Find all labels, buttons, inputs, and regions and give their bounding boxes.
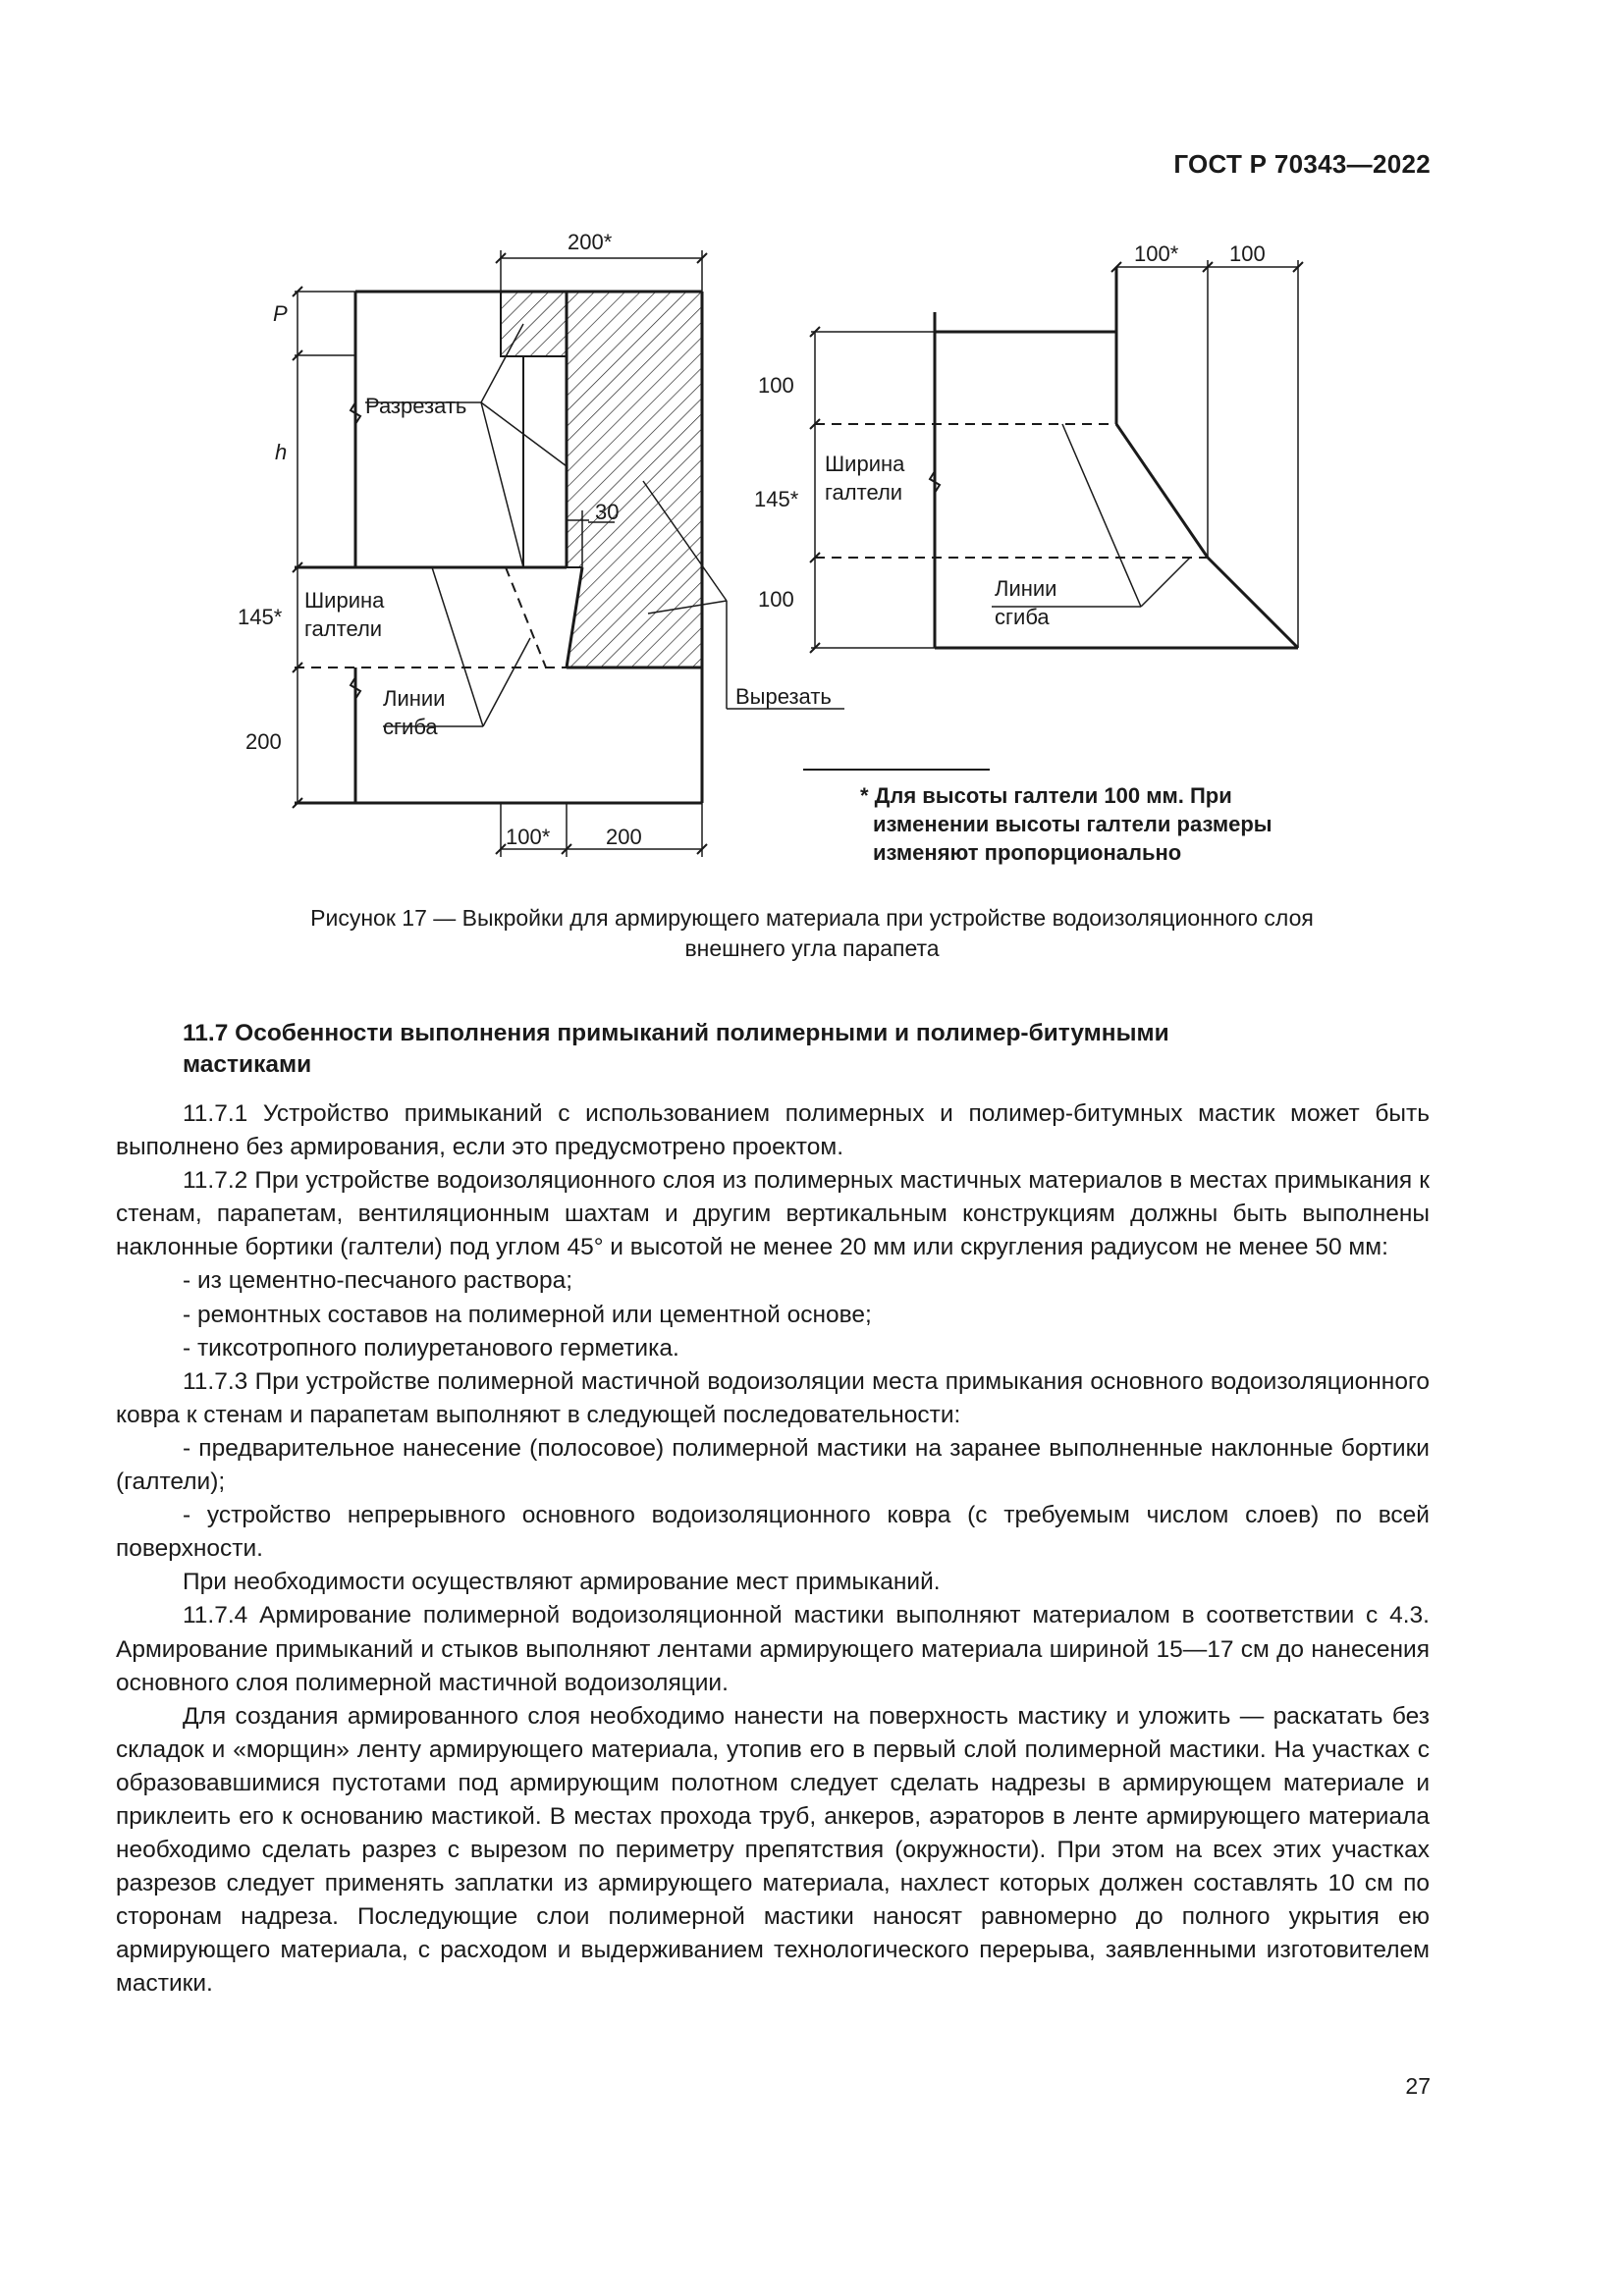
list-item: - предварительное нанесение (полосовое) полимерной мастики на заранее выполненные наклонные бортики (галтели); xyxy=(116,1434,1430,1496)
note-line-3: изменяют пропорционально xyxy=(873,840,1182,865)
dim-right-100-top2: 100 xyxy=(1229,241,1266,266)
list-item: - ремонтных составов на полимерной или цементной основе; xyxy=(183,1301,872,1328)
list-item: - устройство непрерывного основного водоизоляционного ковра (с требуемым числом слоев) по всей поверхности. xyxy=(116,1502,1430,1563)
list-item: - из цементно-песчаного раствора; xyxy=(183,1267,573,1295)
heading-line-1: 11.7 Особенности выполнения примыканий полимерными и полимер-битумными xyxy=(183,1020,1169,1046)
paragraph-11-7-3: 11.7.3 При устройстве полимерной мастичной водоизоляции места примыкания основного водоизоляционного ковра к стенам и парапетам выполняют в следующей последовательности: xyxy=(116,1367,1430,1428)
label-width-left-2: галтели xyxy=(304,616,383,641)
paragraph: Для создания армированного слоя необходимо нанести на поверхность мастику и уложить — раскатать без складок и «морщин» ленту армирующего материала, утопив его в первый слой полимерной мастики. На участках с образовавшимися пустотами под армирующим полотном следует сделать надрезы в армирующем материале и приклеить его к основанию мастикой. В местах прохода труб, анкеров, аэраторов в ленте армирующего материала необходимо сделать разрез с вырезом по периметру препятствия (окружности). При этом на всех этих участках разрезов следует применять заплатки из армирующего материала, нахлест которых должен составлять 10 см по сторонам надреза. Последующие слои полимерной мастики наносят равномерно до полного укрытия ею армирующего материала, с расходом и выдерживанием технологического перерыва, заявленными изготовителем мастики. xyxy=(116,1702,1430,1998)
dim-right-145: 145* xyxy=(754,487,799,511)
note-line-2: изменении высоты галтели размеры xyxy=(873,812,1272,836)
figure-caption xyxy=(118,903,1506,964)
label-cut: Разрезать xyxy=(365,394,467,418)
label-30: 30 xyxy=(595,500,620,524)
section-heading xyxy=(183,1018,1430,1081)
heading-line-2: мастиками xyxy=(183,1051,312,1078)
dim-top-200: 200* xyxy=(568,230,613,254)
label-fold-left-2: сгиба xyxy=(383,715,438,739)
dim-right-100-v1: 100 xyxy=(758,373,794,398)
dim-200-left: 200 xyxy=(245,729,282,754)
dim-100-bottom: 100* xyxy=(506,825,551,849)
caption-line-1: Рисунок 17 — Выкройки для армирующего материала при устройстве водоизоляционного слоя xyxy=(310,905,1314,931)
caption-line-2: внешнего угла парапета xyxy=(684,935,940,961)
hatch-main xyxy=(567,292,702,667)
dim-145: 145* xyxy=(238,605,283,629)
dim-right-100-v2: 100 xyxy=(758,587,794,612)
dim-200-bottom: 200 xyxy=(606,825,642,849)
document-code: ГОСТ Р 70343—2022 xyxy=(1173,149,1431,179)
label-width-left-1: Ширина xyxy=(304,588,385,613)
dim-p: P xyxy=(273,301,288,326)
label-fold-right-1: Линии xyxy=(995,576,1057,601)
body-text xyxy=(116,1097,1430,2002)
list-item: - тиксотропного полиуретанового герметика. xyxy=(183,1334,679,1362)
label-width-right-1: Ширина xyxy=(825,452,905,476)
figure-17-diagram xyxy=(0,0,1624,883)
label-width-right-2: галтели xyxy=(825,480,903,505)
label-fold-left-1: Линии xyxy=(383,686,446,711)
label-fold-right-2: сгиба xyxy=(995,605,1050,629)
paragraph-11-7-2: 11.7.2 При устройстве водоизоляционного слоя из полимерных мастичных материалов в местах примыкания к стенам, парапетам, вентиляционным шахтам и другим вертикальным конструкциям должны быть выполнены наклонные бортики (галтели) под углом 45° и высотой не менее 20 мм или скругления радиусом не менее 50 мм: xyxy=(116,1167,1430,1261)
paragraph-11-7-4: 11.7.4 Армирование полимерной водоизоляционной мастики выполняют материалом в соответствии с 4.3. Армирование примыканий и стыков выполняют лентами армирующего материала шириной 15—17 см до нанесения основного слоя полимерной мастичной водоизоляции. xyxy=(116,1602,1430,1696)
left-pattern-drawing xyxy=(293,250,844,857)
paragraph-11-7-1: 11.7.1 Устройство примыканий с использованием полимерных и полимер-битумных мастик может быть выполнено без армирования, если это предусмотрено проектом. xyxy=(116,1100,1430,1161)
dim-h: h xyxy=(275,440,288,464)
paragraph: При необходимости осуществляют армирование мест примыканий. xyxy=(183,1569,941,1596)
dim-right-100-top: 100* xyxy=(1134,241,1179,266)
page-number: 27 xyxy=(1405,2073,1431,2099)
note-line-1: * Для высоты галтели 100 мм. При xyxy=(860,783,1232,808)
label-cutout: Вырезать xyxy=(735,684,832,709)
